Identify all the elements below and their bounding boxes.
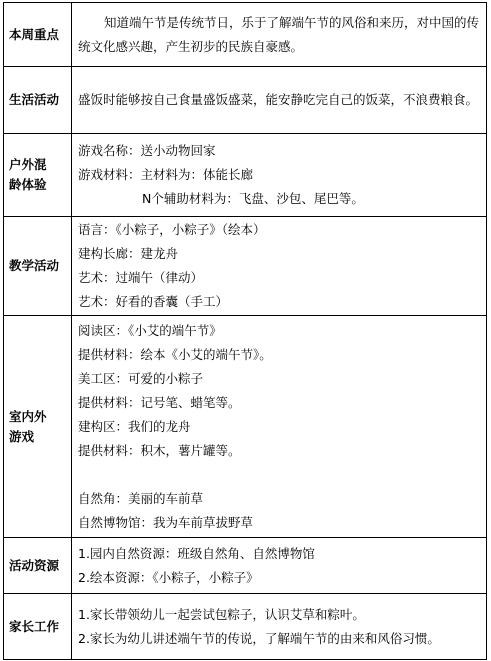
row-outdoor-mixed-age — [4, 134, 487, 217]
content-line: 游戏材料：主材料为：体能长廊 — [78, 167, 254, 182]
row-content — [72, 67, 487, 134]
content-line: 盛饭时能够按自己食量盛饭盛菜，能安静吃完自己的饭菜，不浪费粮食。 — [78, 92, 479, 107]
content-line: 建构区：我们的龙舟 — [78, 418, 191, 434]
row-indoor-outdoor-games — [4, 316, 487, 538]
content-line: 提供材料：绘本《小艾的端午节》。 — [78, 346, 272, 362]
content-line: 美工区：可爱的小粽子 — [78, 370, 204, 386]
content-line: 1.园内自然资源：班级自然角、自然博物馆 — [78, 545, 315, 561]
content-line: 提供材料：记号笔、蜡笔等。 — [78, 394, 241, 410]
row-label: 教学活动 — [4, 217, 72, 316]
row-label: 户外混龄体验 — [4, 134, 72, 217]
content-line: N个辅助材料为：飞盘、沙包、尾巴等。 — [142, 191, 364, 206]
row-teaching-activities — [4, 217, 487, 316]
row-content — [72, 316, 487, 538]
content-line: 1.家长带领幼儿一起尝试包粽子，认识艾草和粽叶。 — [78, 606, 365, 622]
content-line: 自然角：美丽的车前草 — [78, 490, 204, 506]
row-content — [72, 134, 487, 217]
row-content — [72, 594, 487, 660]
content-line: 语言：《小粽子，小粽子》（绘本） — [78, 222, 266, 237]
weekly-plan-table — [3, 2, 487, 660]
content-line: 艺术：过端午（律动） — [78, 270, 204, 285]
row-label: 本周重点 — [4, 3, 72, 67]
focus-paragraph: 知道端午节是传统节日，乐于了解端午节的风俗和来历，对中国的传统文化感兴趣，产生初步的民族自豪感。 — [78, 14, 480, 54]
row-daily-life — [4, 67, 487, 134]
content-line: 提供材料：积木，薯片罐等。 — [78, 442, 241, 458]
row-content — [72, 538, 487, 594]
row-label: 活动资源 — [4, 538, 72, 594]
content-line: 艺术：好看的香囊（手工） — [78, 294, 229, 309]
content-line: 2.绘本资源：《小粽子，小粽子》 — [78, 569, 259, 585]
row-content — [72, 217, 487, 316]
row-weekly-focus — [4, 3, 487, 67]
row-label: 家长工作 — [4, 594, 72, 660]
row-label: 室内外游戏 — [4, 316, 72, 538]
content-line: 游戏名称：送小动物回家 — [78, 143, 216, 158]
row-parent-work — [4, 594, 487, 660]
content-line: 阅读区：《小艾的端午节》 — [78, 322, 222, 338]
content-line: 自然博物馆：我为车前草拔野草 — [78, 514, 254, 530]
content-line: 2.家长为幼儿讲述端午节的传说，了解端午节的由来和风俗习惯。 — [78, 630, 440, 646]
row-label: 生活活动 — [4, 67, 72, 134]
blank-line — [78, 463, 480, 487]
content-line: 建构长廊：建龙舟 — [78, 246, 179, 261]
row-activity-resources — [4, 538, 487, 594]
row-content — [72, 3, 487, 67]
